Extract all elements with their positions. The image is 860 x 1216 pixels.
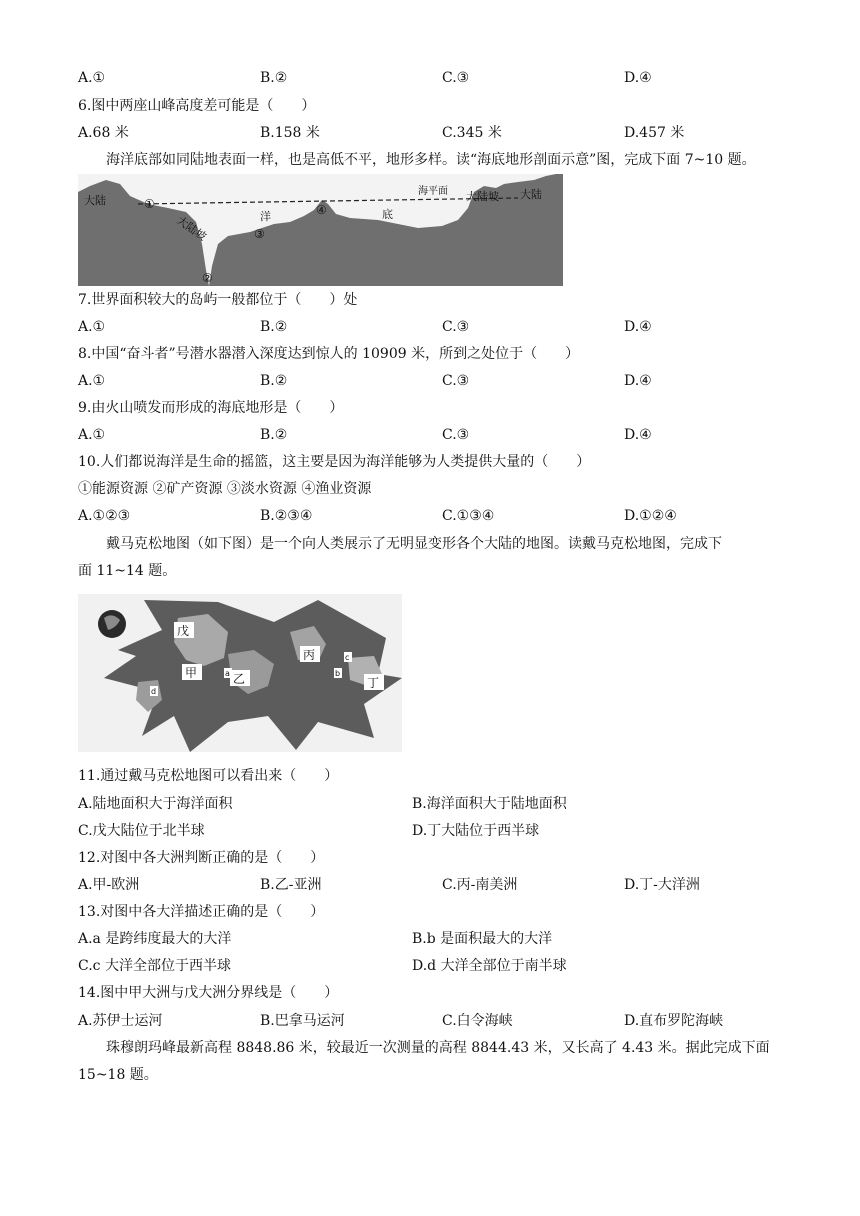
option-a: A.① (78, 319, 106, 335)
dymaxion-map-figure (78, 594, 402, 752)
option-b: B.②③④ (260, 508, 313, 524)
q14-stem: 14.图中甲大洲与戊大洲分界线是（ ） (78, 985, 339, 1001)
option-c: C.345 米 (442, 125, 502, 141)
intro-11-14-line1: 戴马克松地图（如下图）是一个向人类展示了无明显变形各个大陆的地图。读戴马克松地图，完成下 (106, 536, 722, 552)
option-d: D.①②④ (624, 508, 677, 524)
q8-options (78, 371, 798, 391)
intro-15-18-line1: 珠穆朗玛峰最新高程 8848.86 米，较最近一次测量的高程 8844.43 米，又长高了 4.43 米。据此完成下面 (106, 1040, 770, 1056)
label-slope-left: 大陆坡 (174, 213, 209, 244)
q11-stem: 11.通过戴马克松地图可以看出来（ ） (78, 768, 339, 784)
label-ocean-a: a (225, 669, 230, 678)
option-b: B.海洋面积大于陆地面积 (412, 796, 567, 812)
q13-options-row2 (78, 956, 798, 976)
q7-options (78, 317, 798, 337)
option-b: B.乙-亚洲 (260, 877, 322, 893)
option-c: C.①③④ (442, 508, 495, 524)
option-d: D.457 米 (624, 125, 685, 141)
intro-7-10: 海洋底部如同陆地表面一样，也是高低不平，地形多样。读“海底地形剖面示意”图，完成下面 7~10 题。 (106, 152, 756, 168)
option-a: A.陆地面积大于海洋面积 (78, 796, 233, 812)
option-a: A.68 米 (78, 125, 129, 141)
option-c: C.③ (442, 373, 470, 389)
q11-options-row2 (78, 821, 798, 841)
q11-options-row1 (78, 794, 798, 814)
option-a: A.① (78, 373, 106, 389)
marker-3: ③ (254, 227, 265, 241)
q6-options (78, 123, 798, 143)
intro-11-14-line2: 面 11~14 题。 (78, 563, 177, 579)
q6-stem: 6.图中两座山峰高度差可能是（ ） (78, 98, 316, 114)
option-d: D.直布罗陀海峡 (624, 1013, 724, 1029)
option-d: D.④ (624, 70, 652, 86)
q13-options-row1 (78, 929, 798, 949)
option-c: C.戊大陆位于北半球 (78, 823, 205, 839)
label-ocean-2: 底 (382, 208, 393, 221)
option-b: B.② (260, 70, 288, 86)
option-d: D.丁-大洋洲 (624, 877, 700, 893)
label-bing: 丙 (303, 648, 316, 662)
option-c: C.③ (442, 427, 470, 443)
marker-1: ① (144, 197, 155, 211)
option-a: A.① (78, 427, 106, 443)
label-ocean-b: b (335, 669, 341, 678)
q8-stem: 8.中国“奋斗者”号潜水器潜入深度达到惊人的 10909 米，所到之处位于（ ） (78, 346, 580, 362)
label-slope-right: 大陆坡 (466, 190, 499, 203)
label-ocean-c: c (345, 653, 350, 662)
option-c: C.白令海峡 (442, 1013, 513, 1029)
q13-stem: 13.对图中各大洋描述正确的是（ ） (78, 904, 325, 920)
option-a: A.① (78, 70, 106, 86)
q12-stem: 12.对图中各大洲判断正确的是（ ） (78, 850, 325, 866)
option-b: B.b 是面积最大的大洋 (412, 931, 553, 947)
label-yi: 乙 (233, 672, 246, 686)
label-sea-level: 海平面 (418, 186, 448, 197)
marker-2: ② (202, 271, 213, 285)
label-wu: 戊 (177, 624, 190, 638)
marker-4: ④ (316, 203, 327, 217)
option-c: C.③ (442, 319, 470, 335)
option-a: A.a 是跨纬度最大的大洋 (78, 931, 232, 947)
q12-options (78, 875, 798, 895)
option-a: A.①②③ (78, 508, 131, 524)
seabed-profile-figure (78, 174, 563, 286)
q9-stem: 9.由火山喷发而形成的海底地形是（ ） (78, 400, 344, 416)
label-ocean-1: 洋 (260, 210, 271, 223)
option-b: B.② (260, 373, 288, 389)
option-d: D.d 大洋全部位于南半球 (412, 958, 567, 974)
q9-options (78, 425, 798, 445)
option-d: D.④ (624, 373, 652, 389)
q10-items: ①能源资源 ②矿产资源 ③淡水资源 ④渔业资源 (78, 481, 372, 497)
label-jia: 甲 (185, 666, 198, 680)
label-continent-left: 大陆 (84, 194, 106, 207)
q5-options (78, 68, 798, 88)
intro-15-18-line2: 15~18 题。 (78, 1067, 158, 1083)
option-a: A.甲-欧洲 (78, 877, 140, 893)
option-d: D.④ (624, 427, 652, 443)
label-ding: 丁 (367, 676, 380, 690)
option-b: B.158 米 (260, 125, 320, 141)
option-a: A.苏伊士运河 (78, 1013, 163, 1029)
option-b: B.② (260, 427, 288, 443)
q7-stem: 7.世界面积较大的岛屿一般都位于（ ）处 (78, 292, 358, 308)
option-c: C.c 大洋全部位于西半球 (78, 958, 231, 974)
option-b: B.② (260, 319, 288, 335)
q10-options (78, 506, 798, 526)
option-c: C.丙-南美洲 (442, 877, 518, 893)
option-c: C.③ (442, 70, 470, 86)
option-d: D.丁大陆位于西半球 (412, 823, 540, 839)
q14-options (78, 1011, 798, 1031)
label-ocean-d: d (151, 687, 157, 696)
option-b: B.巴拿马运河 (260, 1013, 345, 1029)
option-d: D.④ (624, 319, 652, 335)
q10-stem: 10.人们都说海洋是生命的摇篮，这主要是因为海洋能够为人类提供大量的（ ） (78, 454, 591, 470)
label-continent-right: 大陆 (520, 188, 542, 201)
